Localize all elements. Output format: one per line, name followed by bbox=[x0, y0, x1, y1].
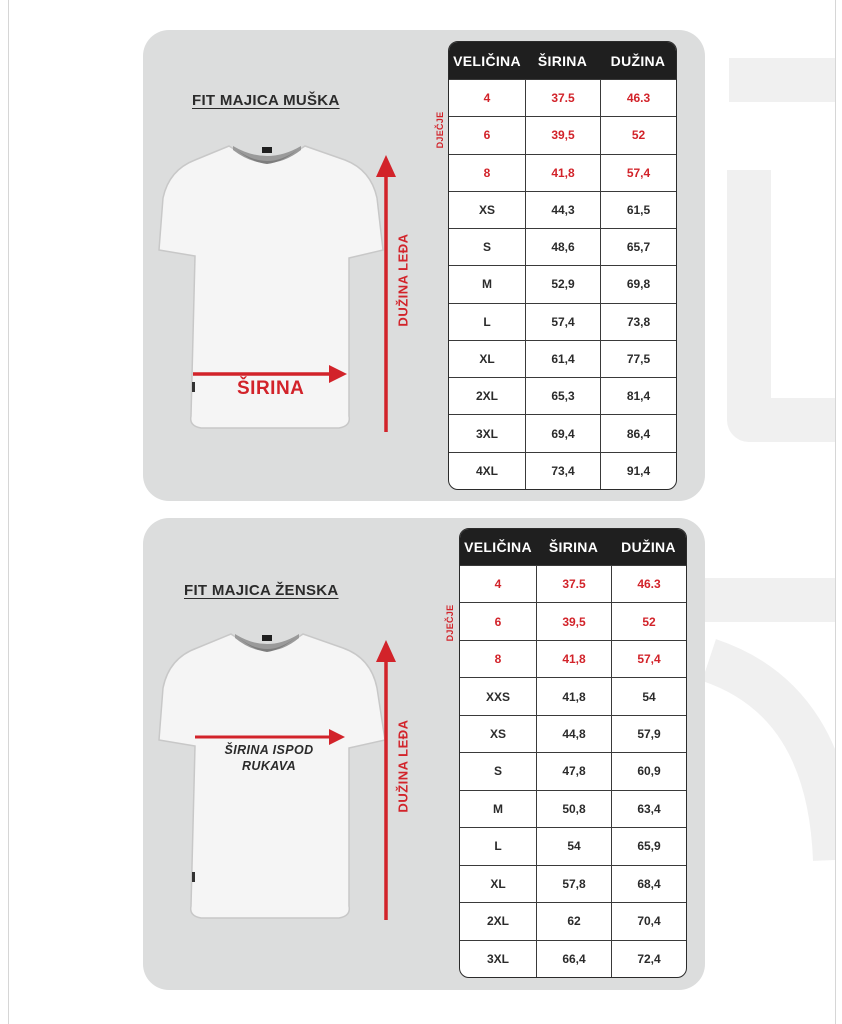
size-cell-width: 57,8 bbox=[536, 865, 611, 902]
size-cell-width: 54 bbox=[536, 827, 611, 864]
size-cell-length: 72,4 bbox=[611, 940, 686, 977]
col-header-size: VELIČINA bbox=[449, 42, 525, 79]
women-length-label: DUŽINA LEĐA bbox=[395, 719, 411, 813]
men-width-label: ŠIRINA bbox=[237, 378, 305, 399]
size-cell-size: S bbox=[460, 752, 536, 789]
size-row bbox=[460, 565, 686, 602]
size-cell-length: 46.3 bbox=[600, 79, 676, 116]
size-cell-width: 41,8 bbox=[536, 640, 611, 677]
women-kids-label: DJEČJE bbox=[445, 604, 455, 642]
size-cell-size: 6 bbox=[460, 602, 536, 639]
size-cell-size: 3XL bbox=[449, 414, 525, 451]
size-cell-size: L bbox=[449, 303, 525, 340]
size-cell-width: 48,6 bbox=[525, 228, 600, 265]
size-cell-length: 57,9 bbox=[611, 715, 686, 752]
women-tshirt-image bbox=[9, 0, 835, 1024]
size-row bbox=[460, 902, 686, 939]
size-cell-width: 44,3 bbox=[525, 191, 600, 228]
men-length-label: DUŽINA LEĐA bbox=[395, 233, 411, 327]
size-cell-size: XXS bbox=[460, 677, 536, 714]
size-row bbox=[460, 940, 686, 977]
size-row bbox=[460, 827, 686, 864]
size-cell-width: 39,5 bbox=[536, 602, 611, 639]
women-length-arrow bbox=[376, 640, 396, 920]
col-header-width: ŠIRINA bbox=[525, 42, 600, 79]
size-row bbox=[460, 602, 686, 639]
women-size-table bbox=[459, 528, 687, 978]
col-header-width: ŠIRINA bbox=[536, 529, 611, 565]
size-cell-size: 4 bbox=[460, 565, 536, 602]
women-width-label: ŠIRINA ISPOD RUKAVA bbox=[224, 743, 314, 773]
size-row bbox=[460, 677, 686, 714]
size-cell-width: 44,8 bbox=[536, 715, 611, 752]
size-cell-length: 54 bbox=[611, 677, 686, 714]
size-cell-length: 52 bbox=[600, 116, 676, 153]
size-cell-size: 6 bbox=[449, 116, 525, 153]
size-cell-length: 57,4 bbox=[600, 154, 676, 191]
size-cell-width: 41,8 bbox=[525, 154, 600, 191]
size-cell-size: XS bbox=[460, 715, 536, 752]
col-header-length: DUŽINA bbox=[611, 529, 686, 565]
size-cell-size: XS bbox=[449, 191, 525, 228]
size-cell-size: S bbox=[449, 228, 525, 265]
size-cell-length: 60,9 bbox=[611, 752, 686, 789]
size-cell-width: 66,4 bbox=[536, 940, 611, 977]
size-cell-length: 57,4 bbox=[611, 640, 686, 677]
size-cell-length: 73,8 bbox=[600, 303, 676, 340]
size-cell-length: 68,4 bbox=[611, 865, 686, 902]
size-cell-width: 52,9 bbox=[525, 265, 600, 302]
size-row bbox=[460, 715, 686, 752]
size-cell-width: 41,8 bbox=[536, 677, 611, 714]
size-cell-size: 3XL bbox=[460, 940, 536, 977]
size-cell-length: 65,9 bbox=[611, 827, 686, 864]
size-cell-width: 37.5 bbox=[525, 79, 600, 116]
men-title: FIT MAJICA MUŠKA bbox=[192, 92, 340, 109]
size-cell-width: 57,4 bbox=[525, 303, 600, 340]
size-row bbox=[460, 790, 686, 827]
size-row bbox=[460, 640, 686, 677]
size-row bbox=[460, 752, 686, 789]
size-cell-width: 50,8 bbox=[536, 790, 611, 827]
size-cell-size: 2XL bbox=[460, 902, 536, 939]
col-header-size: VELIČINA bbox=[460, 529, 536, 565]
women-title: FIT MAJICA ŽENSKA bbox=[184, 582, 339, 599]
size-cell-width: 39,5 bbox=[525, 116, 600, 153]
size-cell-length: 61,5 bbox=[600, 191, 676, 228]
size-cell-length: 65,7 bbox=[600, 228, 676, 265]
size-cell-width: 37.5 bbox=[536, 565, 611, 602]
size-cell-size: L bbox=[460, 827, 536, 864]
size-cell-length: 69,8 bbox=[600, 265, 676, 302]
size-cell-size: M bbox=[449, 265, 525, 302]
size-cell-width: 73,4 bbox=[525, 452, 600, 489]
size-cell-size: 8 bbox=[460, 640, 536, 677]
size-cell-size: 4XL bbox=[449, 452, 525, 489]
size-cell-width: 61,4 bbox=[525, 340, 600, 377]
size-cell-width: 47,8 bbox=[536, 752, 611, 789]
size-cell-width: 65,3 bbox=[525, 377, 600, 414]
size-chart-sheet bbox=[8, 0, 836, 1024]
col-header-length: DUŽINA bbox=[600, 42, 676, 79]
size-cell-length: 91,4 bbox=[600, 452, 676, 489]
size-cell-length: 81,4 bbox=[600, 377, 676, 414]
size-cell-length: 46.3 bbox=[611, 565, 686, 602]
size-cell-length: 52 bbox=[611, 602, 686, 639]
size-cell-length: 86,4 bbox=[600, 414, 676, 451]
size-cell-length: 63,4 bbox=[611, 790, 686, 827]
size-cell-width: 62 bbox=[536, 902, 611, 939]
size-cell-width: 69,4 bbox=[525, 414, 600, 451]
size-cell-size: M bbox=[460, 790, 536, 827]
size-cell-size: XL bbox=[460, 865, 536, 902]
size-cell-size: XL bbox=[449, 340, 525, 377]
size-cell-size: 4 bbox=[449, 79, 525, 116]
size-cell-size: 8 bbox=[449, 154, 525, 191]
size-cell-size: 2XL bbox=[449, 377, 525, 414]
size-cell-length: 77,5 bbox=[600, 340, 676, 377]
size-row bbox=[460, 865, 686, 902]
size-cell-length: 70,4 bbox=[611, 902, 686, 939]
men-kids-label: DJEČJE bbox=[435, 111, 445, 149]
